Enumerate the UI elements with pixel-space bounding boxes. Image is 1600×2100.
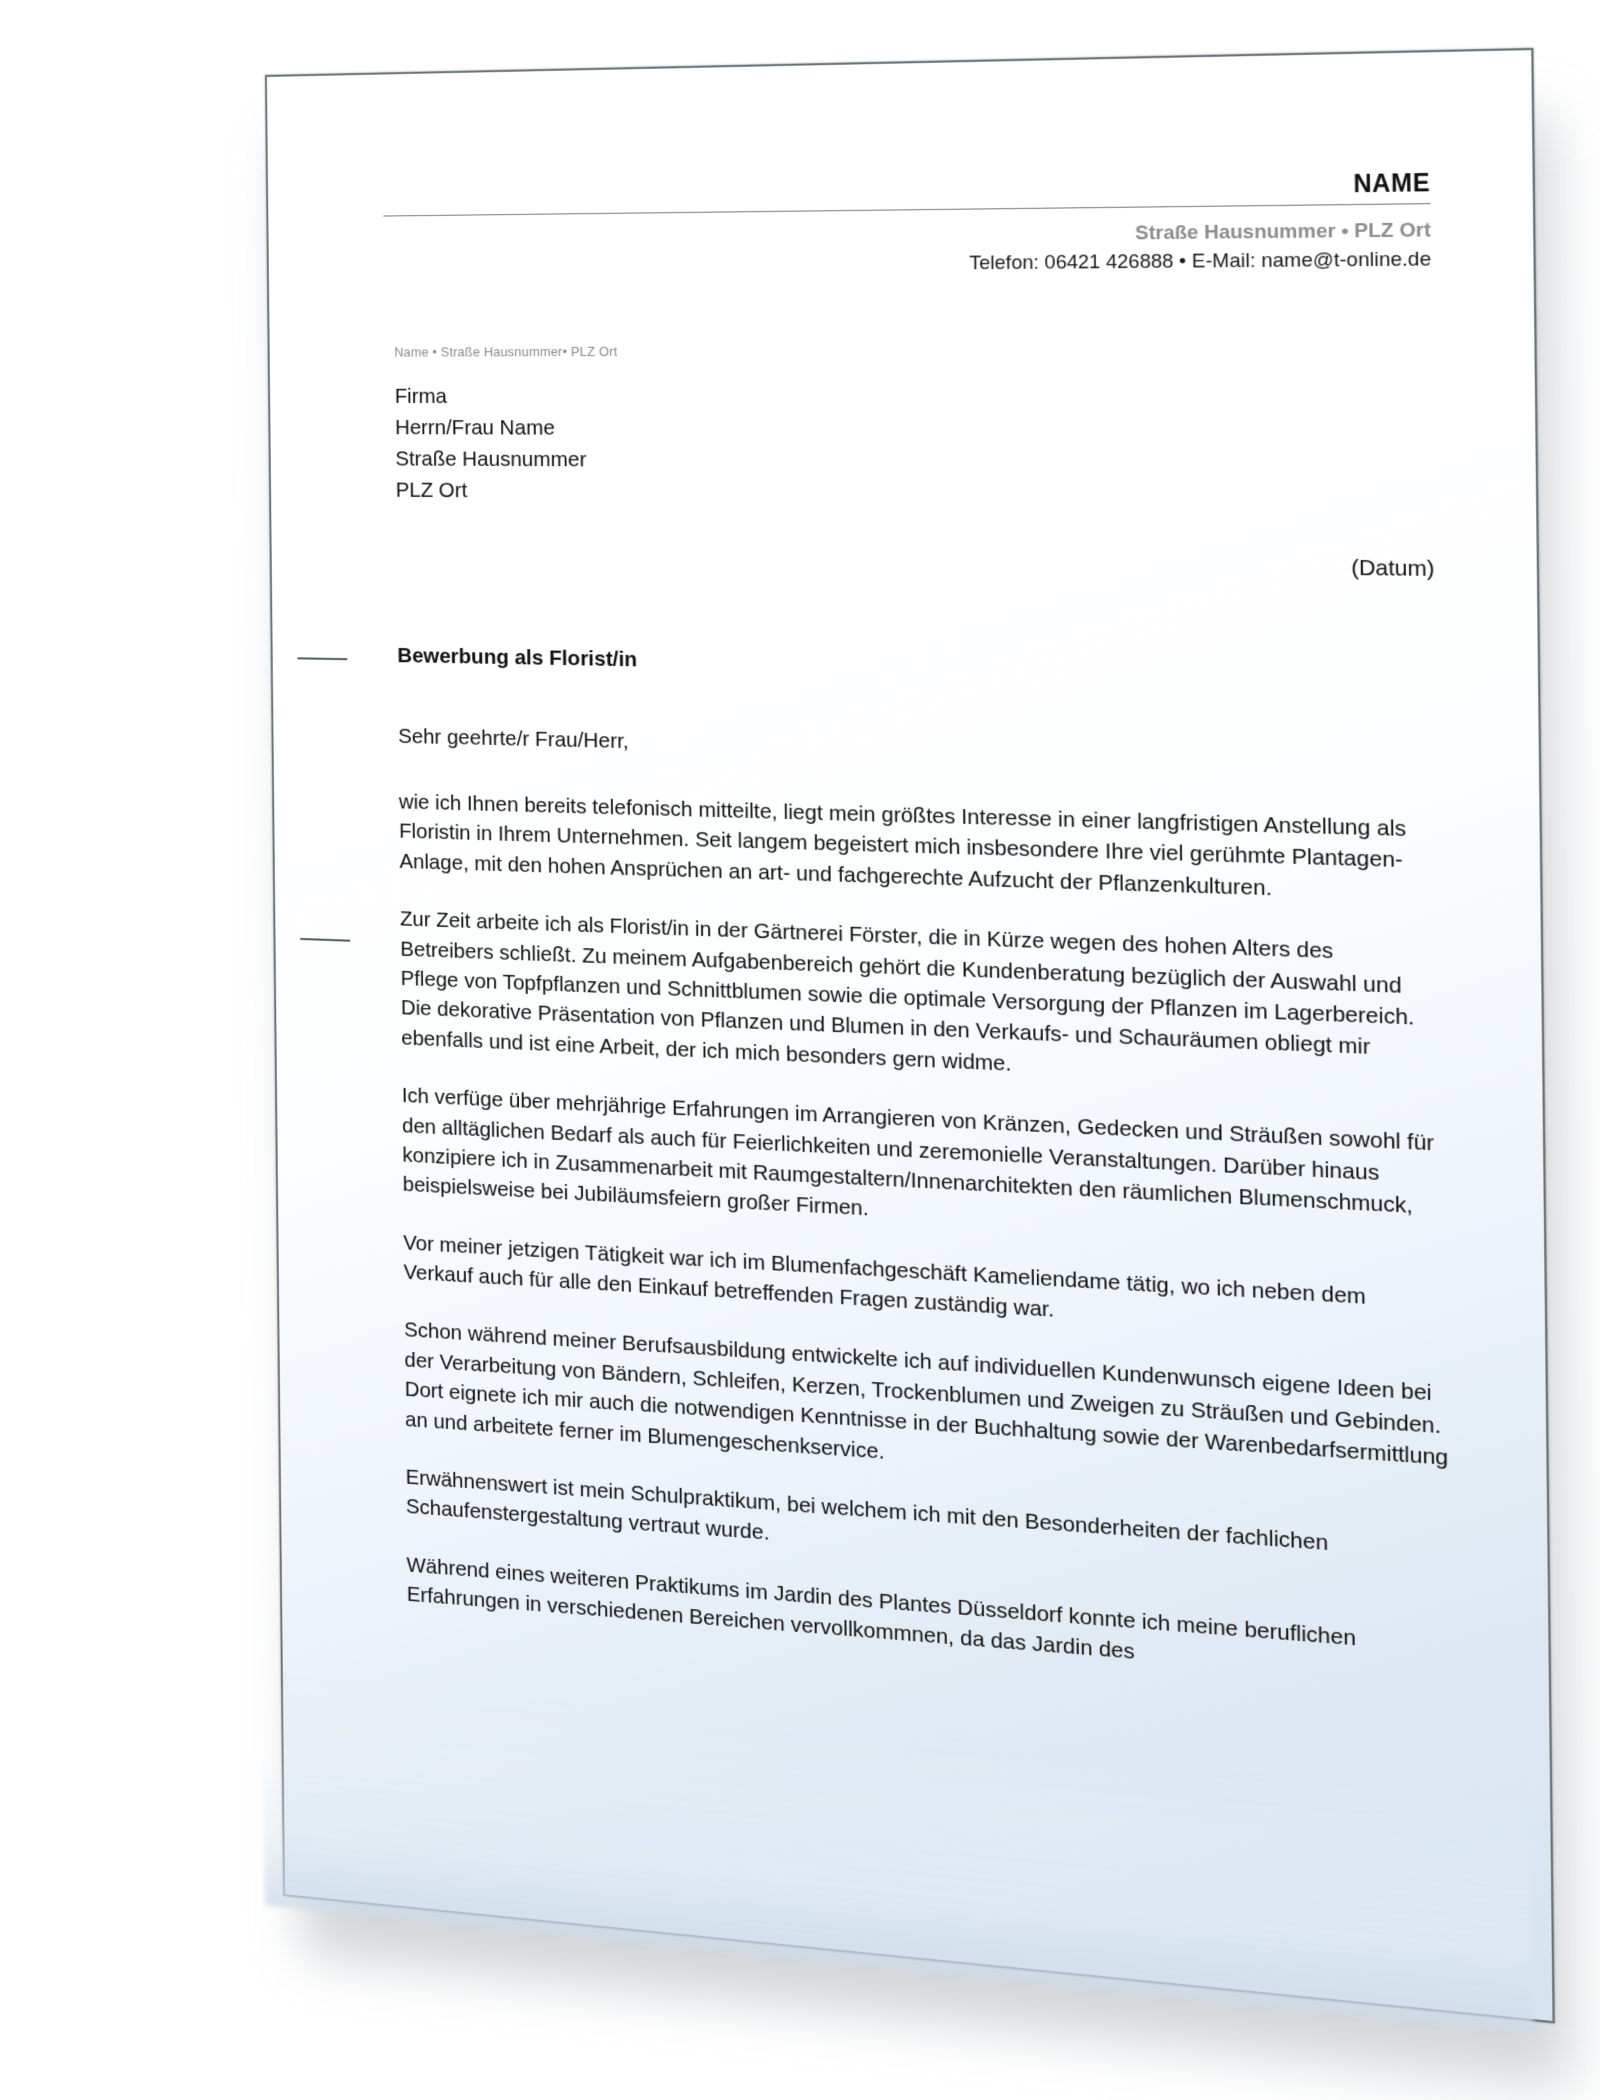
body-paragraph: Schon während meiner Berufsausbildung entwickelte ich auf individuellen Kundenwunsch eigene Ideen bei der Verarbeitung von Bändern, Schleifen, Kerzen, Trockenblumen und Zweigen zu Sträußen und Gebinden. Dort eignete ich mir auch die notwendigen Kenntnisse in der Buchhaltung sowie der Warenbedarfsermittlung an und arbeitete ferner im Blumengeschenkservice. [404, 1318, 1449, 1471]
recipient-line-3: Straße Hausnummer [395, 447, 587, 472]
subject-line: Bewerbung als Florist/in [397, 643, 638, 672]
salutation: Sehr geehrte/r Frau/Herr, [398, 724, 629, 754]
letter-body [398, 725, 1451, 1724]
body-paragraph: Zur Zeit arbeite ich als Florist/in in der Gärtnerei Förster, die in Kürze wegen des hohen Alters des Betreibers schließt. Zu meinem Aufgabenbereich gehört die Kundenberatung bezüglich der Auswahl und Pflege von Topfpflanzen und Schnittblumen sowie die optimale Versorgung der Pflanzen im Lagerbereich. Die dekorative Präsentation von Pflanzen und Blumen in den Verkaufs- und Schauräumen obliegt mir ebenfalls und ist eine Arbeit, der ich mich besonders gern widme. [399, 907, 1415, 1076]
sender-return-line: Name • Straße Hausnummer• PLZ Ort [394, 343, 618, 360]
recipient-line-1: Firma [394, 384, 448, 409]
body-paragraph: Während eines weiteren Praktikums im Jardin des Plantes Düsseldorf konnte ich meine beruflichen Erfahrungen in verschiedenen Bereichen vervollkommnen, da das Jardin des [406, 1553, 1357, 1665]
fold-mark-lower [300, 938, 350, 942]
letterhead-address: Straße Hausnummer • PLZ Ort [1135, 219, 1432, 245]
fold-mark-upper [297, 657, 347, 660]
recipient-address-block [395, 382, 587, 508]
letterhead-name: NAME [1353, 168, 1431, 198]
body-paragraph: Vor meiner jetzigen Tätigkeit war ich im Blumenfachgeschäft Kameliendame tätig, wo ich neben dem Verkauf auch für alle den Einkauf betreffenden Fragen zuständig war. [403, 1230, 1367, 1323]
body-paragraph: Ich verfüge über mehrjährige Erfahrungen im Arrangieren von Kränzen, Gedecken und Sträußen sowohl für den alltäglichen Bedarf als auch für Feierlichkeiten und zeremonielle Veranstaltungen. Darüber hinaus konzipiere ich in Zusammenarbeit mit Raumgestaltern/Innenarchitekten den räumlichen Blumenschmuck, beispielsweise bei Jubiläumsfeiern großer Firmen. [401, 1083, 1435, 1221]
date-placeholder: (Datum) [1351, 555, 1435, 582]
body-paragraph: wie ich Ihnen bereits telefonisch mitteilte, liegt mein größtes Interesse in einer langfristigen Anstellung als Floristin in Ihrem Unternehmen. Seit langem begeistert mich insbesondere Ihre viel gerühmte Plantagen-Anlage, mit den hohen Ansprüchen an art- und fachgerechte Aufzucht der Pflanzenkulturen. [398, 790, 1407, 901]
recipient-line-4: PLZ Ort [395, 478, 468, 502]
letterhead-contact: Telefon: 06421 426888 • E-Mail: name@t-online.de [969, 248, 1432, 275]
body-paragraph: Erwähnenswert ist mein Schulpraktikum, bei welchem ich mit den Besonderheiten der fachlichen Schaufenstergestaltung vertraut wurde. [405, 1465, 1329, 1556]
recipient-line-2: Herrn/Frau Name [395, 415, 555, 440]
letterhead [383, 169, 1431, 282]
